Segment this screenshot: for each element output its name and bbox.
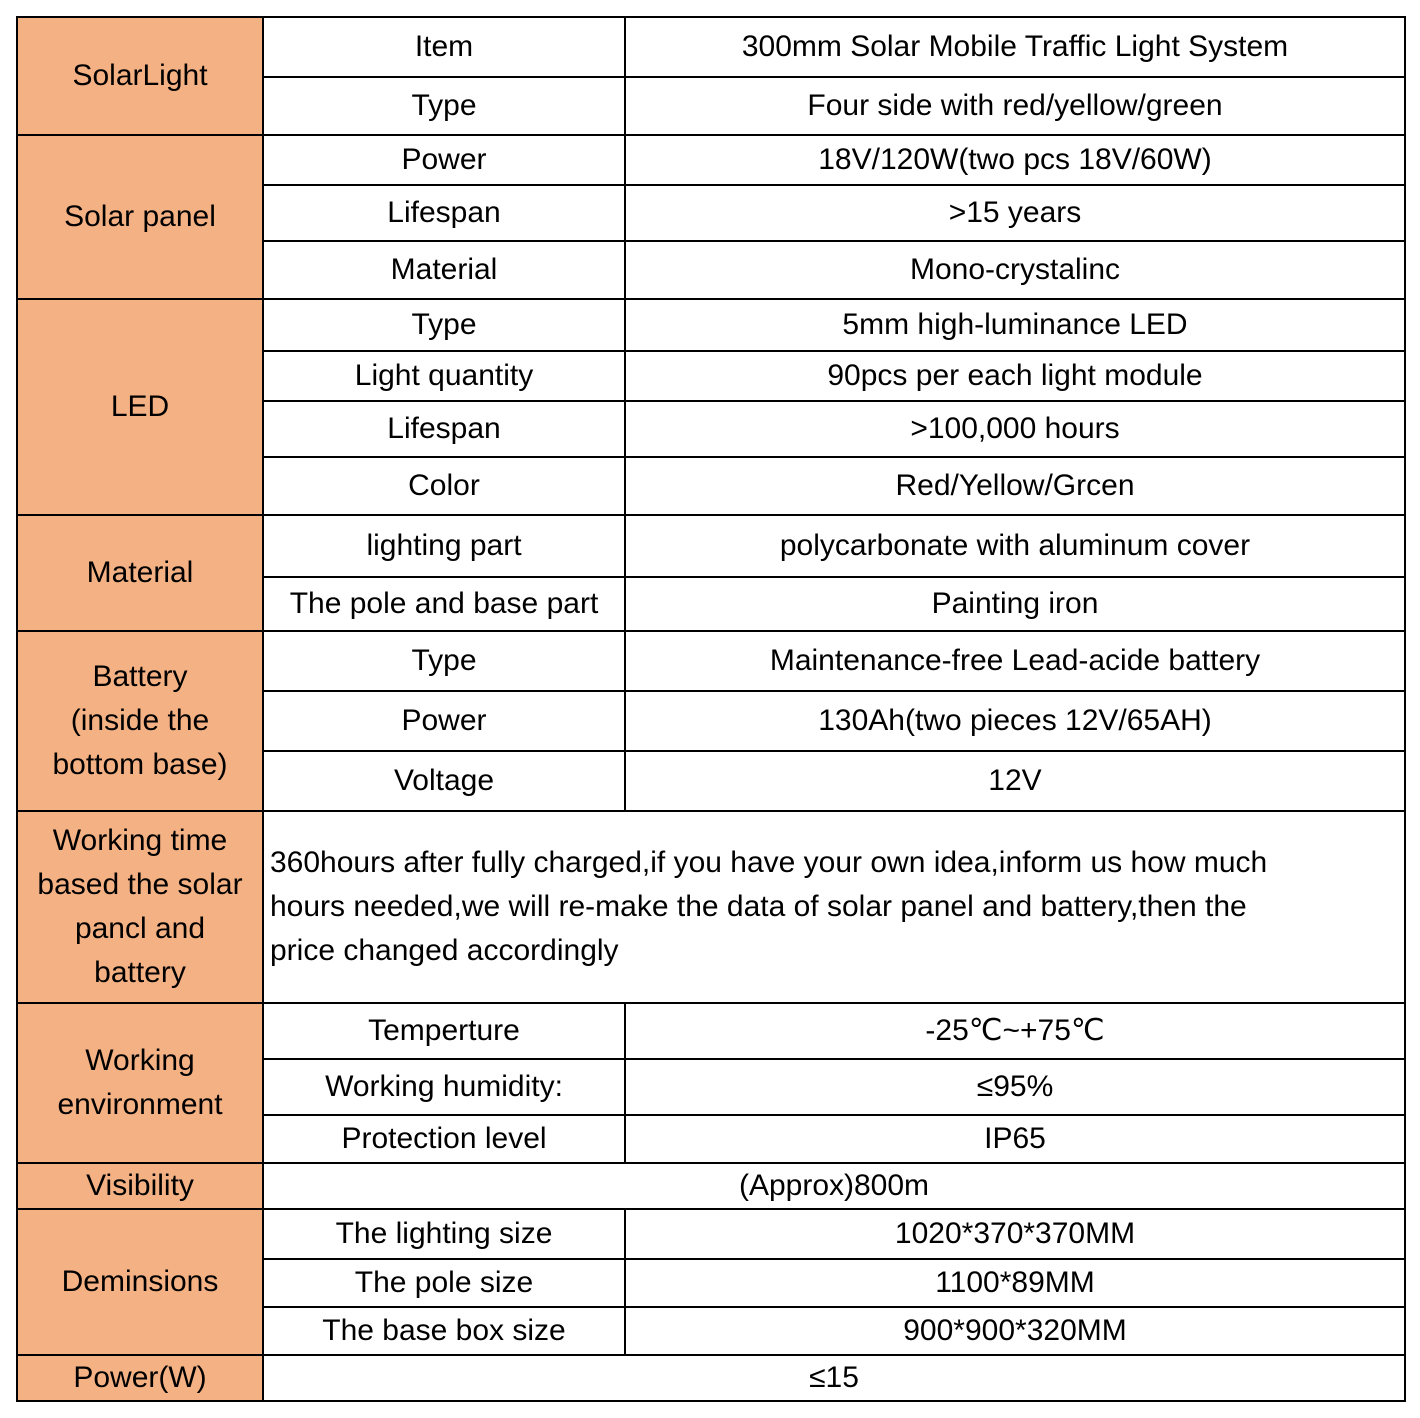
spec-value: ≤95% <box>625 1059 1405 1115</box>
spec-value: Red/Yellow/Grcen <box>625 457 1405 515</box>
table-row <box>17 515 1405 577</box>
category-cell: SolarLight <box>17 17 263 135</box>
category-line: Battery <box>92 660 188 693</box>
category-line: bottom base) <box>52 748 228 781</box>
category-cell <box>17 1003 263 1163</box>
category-cell: Deminsions <box>17 1209 263 1355</box>
category-line: environment <box>57 1088 223 1121</box>
table-row <box>17 135 1405 185</box>
spec-label: Temperture <box>263 1003 625 1059</box>
spec-label: Type <box>263 631 625 691</box>
spec-label: Lifespan <box>263 401 625 457</box>
spec-value: 1020*370*370MM <box>625 1209 1405 1259</box>
spec-label: Type <box>263 77 625 135</box>
spec-value: Maintenance-free Lead-acide battery <box>625 631 1405 691</box>
spec-value: 12V <box>625 751 1405 811</box>
spec-value: 90pcs per each light module <box>625 351 1405 401</box>
spec-value: Four side with red/yellow/green <box>625 77 1405 135</box>
spec-table <box>16 16 1406 1402</box>
category-cell: LED <box>17 299 263 515</box>
spec-value: Mono-crystalinc <box>625 241 1405 299</box>
spec-value: (Approx)800m <box>263 1163 1405 1209</box>
spec-value: Painting iron <box>625 577 1405 631</box>
spec-label: Item <box>263 17 625 77</box>
category-cell: Material <box>17 515 263 631</box>
table-row <box>17 1209 1405 1259</box>
category-cell <box>17 631 263 811</box>
value-line: 360hours after fully charged,if you have your own idea,inform us how much <box>270 846 1268 879</box>
spec-value: IP65 <box>625 1115 1405 1163</box>
spec-value: 300mm Solar Mobile Traffic Light System <box>625 17 1405 77</box>
table-row <box>17 299 1405 351</box>
spec-label: The base box size <box>263 1307 625 1355</box>
table-row <box>17 811 1405 1003</box>
category-cell: Visibility <box>17 1163 263 1209</box>
spec-label: Protection level <box>263 1115 625 1163</box>
category-line: pancl and <box>74 912 206 945</box>
category-line: based the solar <box>37 868 243 901</box>
spec-label: Working humidity: <box>263 1059 625 1115</box>
category-line: battery <box>94 956 186 989</box>
category-cell: Solar panel <box>17 135 263 299</box>
spec-label: The pole and base part <box>263 577 625 631</box>
table-row <box>17 1003 1405 1059</box>
spec-value: 5mm high-luminance LED <box>625 299 1405 351</box>
spec-label: Lifespan <box>263 185 625 241</box>
category-cell: Power(W) <box>17 1355 263 1401</box>
spec-value: 18V/120W(two pcs 18V/60W) <box>625 135 1405 185</box>
spec-value: 130Ah(two pieces 12V/65AH) <box>625 691 1405 751</box>
spec-value: 900*900*320MM <box>625 1307 1405 1355</box>
spec-value: >15 years <box>625 185 1405 241</box>
category-line: Working time <box>52 824 228 857</box>
spec-label: The lighting size <box>263 1209 625 1259</box>
spec-label: Material <box>263 241 625 299</box>
spec-value: 1100*89MM <box>625 1259 1405 1307</box>
spec-label: Power <box>263 135 625 185</box>
table-row <box>17 1163 1405 1209</box>
value-line: hours needed,we will re-make the data of solar panel and battery,then the <box>270 890 1247 923</box>
table-row <box>17 631 1405 691</box>
spec-label: lighting part <box>263 515 625 577</box>
spec-label: Type <box>263 299 625 351</box>
spec-label: Voltage <box>263 751 625 811</box>
table-row <box>17 17 1405 77</box>
spec-value: -25℃~+75℃ <box>625 1003 1405 1059</box>
spec-value: >100,000 hours <box>625 401 1405 457</box>
value-line: price changed accordingly <box>270 934 619 967</box>
category-line: (inside the <box>70 704 210 737</box>
spec-label: Color <box>263 457 625 515</box>
spec-label: The pole size <box>263 1259 625 1307</box>
category-line: Working <box>85 1044 195 1077</box>
spec-value: polycarbonate with aluminum cover <box>625 515 1405 577</box>
table-row <box>17 1355 1405 1401</box>
spec-label: Power <box>263 691 625 751</box>
spec-label: Light quantity <box>263 351 625 401</box>
working-time-value <box>263 811 1405 1003</box>
spec-value: ≤15 <box>263 1355 1405 1401</box>
category-cell <box>17 811 263 1003</box>
